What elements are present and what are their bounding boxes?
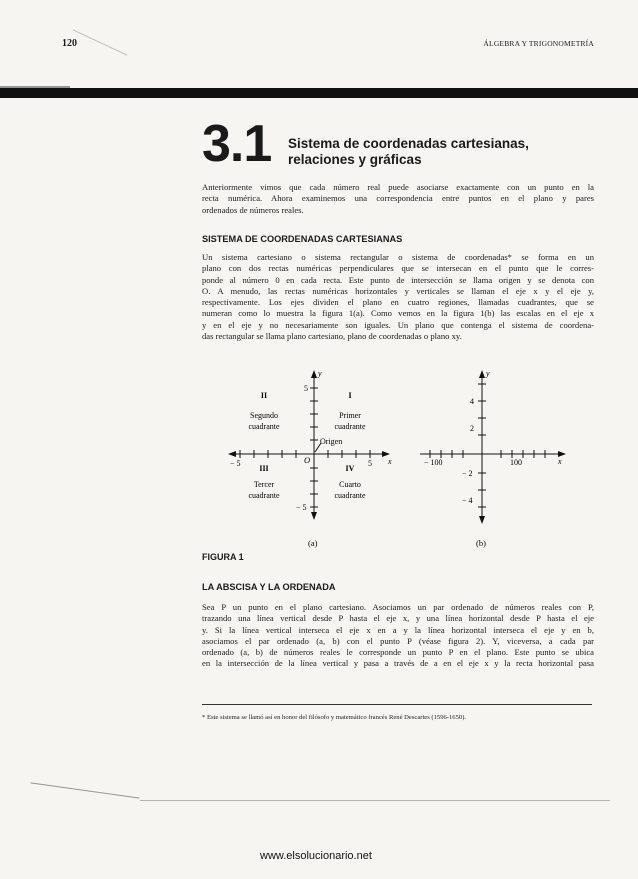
quadrant-3-numeral: III xyxy=(259,464,269,473)
x-axis-label: x xyxy=(558,457,562,466)
quadrant-2-text: Segundo xyxy=(250,411,278,420)
quadrant-1-text: Primer xyxy=(339,411,361,420)
origin-letter: O xyxy=(304,455,311,465)
y-axis-arrow-down xyxy=(311,512,317,520)
tick-label-5-top: 5 xyxy=(304,384,308,393)
quadrant-2-text: cuadrante xyxy=(248,422,280,431)
x-axis-label: x xyxy=(388,457,392,466)
figure-a-caption: (a) xyxy=(308,538,318,548)
x-axis-arrow-left xyxy=(228,451,236,457)
tick-label-2: 2 xyxy=(470,424,474,433)
page-number: 120 xyxy=(62,38,77,49)
abscisa-line: en la intersección de la línea vertical y pasa a través de a en el eje x y la recta horizontal pasa xyxy=(202,658,594,669)
header-rule xyxy=(0,88,638,98)
section-title-line1: Sistema de coordenadas cartesianas, xyxy=(288,136,529,151)
scan-artifact xyxy=(30,782,139,798)
sistema-paragraph xyxy=(202,252,594,342)
quadrant-3-text: Tercer xyxy=(253,480,275,489)
scan-artifact xyxy=(140,800,610,801)
y-axis-arrow-down xyxy=(479,516,485,524)
abscisa-line: y. Si la línea vertical interseca el eje x en a y la línea horizontal interseca el eje y en b, xyxy=(202,624,594,635)
sistema-line: y en el eje y no necesariamente son iguales. Un plano que contenga el sistema de coordena- xyxy=(202,319,594,330)
intro-line: Anteriormente vimos que cada número real puede asociarse exactamente con un punto en la xyxy=(202,182,594,192)
tick-label-neg100: − 100 xyxy=(424,458,443,467)
footer-url[interactable]: www.elsolucionario.net xyxy=(260,850,372,862)
y-axis-label: y xyxy=(486,369,490,378)
running-head: ÁLGEBRA Y TRIGONOMETRÍA xyxy=(483,39,594,48)
tick-label-neg4: − 4 xyxy=(462,496,473,505)
sistema-line: O. A menudo, las rectas numéricas horizontales y verticales se llaman el eje x y el eje y, xyxy=(202,285,594,296)
intro-line: recta numérica. Ahora examinemos una correspondencia entre puntos en el plano y pares xyxy=(202,193,594,204)
origin-label: Origen xyxy=(320,437,343,446)
figure-label: FIGURA 1 xyxy=(202,552,244,562)
tick-label-5-right: 5 xyxy=(368,459,372,468)
sistema-line: numeran como lo muestra la figura 1(a). Como vemos en la figura 1(b) las escalas en el eje x xyxy=(202,308,594,319)
figure-1a xyxy=(228,368,398,548)
footnote-rule xyxy=(202,704,592,705)
tick-label-100: 100 xyxy=(510,458,522,467)
sistema-line: das rectangular se llama plano cartesiano, plano de coordenadas o plano xy. xyxy=(202,331,462,342)
y-axis-arrow xyxy=(311,370,317,378)
abscisa-paragraph xyxy=(202,602,594,670)
abscisa-heading: LA ABSCISA Y LA ORDENADA xyxy=(202,582,336,592)
quadrant-4-numeral: IV xyxy=(345,464,355,473)
quadrant-3-text: cuadrante xyxy=(248,491,280,500)
section-number: 3.1 xyxy=(202,115,272,173)
sistema-line: respectivamente. Los ejes dividen el plano en cuatro regiones, llamadas cuadrantes, que se xyxy=(202,297,594,308)
quadrant-4-text: cuadrante xyxy=(334,491,366,500)
abscisa-line: asociamos el par ordenado (a, b) con el punto P (véase figura 2). Y, viceversa, a cada par xyxy=(202,635,594,646)
quadrant-2-numeral: II xyxy=(260,391,268,400)
quadrant-1-text: cuadrante xyxy=(334,422,366,431)
abscisa-line: ordenado (a, b) de números reales le corresponde un punto P en el plano. Este punto se ubica xyxy=(202,647,594,658)
quadrant-1-numeral: I xyxy=(348,391,352,400)
sistema-line: Un sistema cartesiano o sistema rectangular o sistema de coordenadas* se forma en un xyxy=(202,252,594,262)
figure-b-caption: (b) xyxy=(476,538,486,548)
tick-label-neg2: − 2 xyxy=(462,469,473,478)
y-axis-arrow xyxy=(479,370,485,378)
tick-label-4: 4 xyxy=(470,397,474,406)
sistema-line: ponde al número 0 en cada recta. Este punto de intersección se llama origen y se denota con xyxy=(202,274,594,285)
sistema-heading: SISTEMA DE COORDENADAS CARTESIANAS xyxy=(202,234,403,244)
y-axis-label: y xyxy=(318,369,322,378)
tick-label-neg5-bottom: − 5 xyxy=(296,503,307,512)
abscisa-line: trazando una línea vertical desde P hasta el eje x, y una línea horizontal desde P hasta el eje xyxy=(202,613,594,624)
scan-artifact xyxy=(73,29,128,55)
tick-label-neg5-left: − 5 xyxy=(230,459,241,468)
sistema-line: plano con dos rectas numéricas perpendiculares que se intersecan en el punto que le corres- xyxy=(202,263,594,274)
section-title-line2: relaciones y gráficas xyxy=(288,152,422,167)
quadrant-4-text: Cuarto xyxy=(339,480,361,489)
intro-paragraph xyxy=(202,182,594,216)
abscisa-line: Sea P un punto en el plano cartesiano. Asociamos un par ordenado de números reales con P, xyxy=(202,602,594,612)
section-title xyxy=(288,136,588,168)
intro-line: ordenados de números reales. xyxy=(202,204,304,215)
footnote: * Este sistema se llamó así en honor del filósofo y matemático francés René Descartes (1596-1650). xyxy=(202,714,467,721)
figure-1b xyxy=(420,368,570,548)
